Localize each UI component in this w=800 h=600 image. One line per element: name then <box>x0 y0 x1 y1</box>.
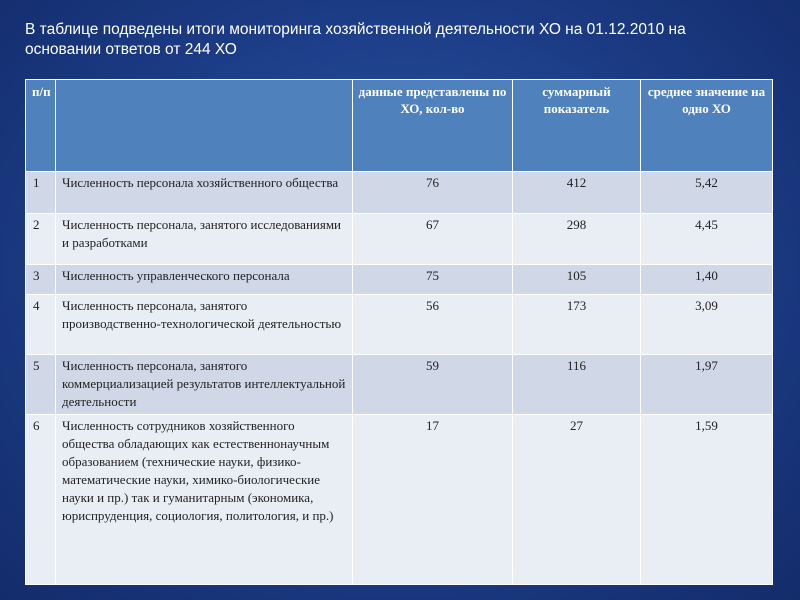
table-row <box>26 214 773 265</box>
cell-avg: 1,97 <box>641 355 773 415</box>
header-avg: среднее значение на одно ХО <box>641 80 773 172</box>
cell-name: Численность персонала, занятого коммерциализацией результатов интеллектуальной деятельности <box>56 355 353 415</box>
cell-name: Численность персонала, занятого производственно-технологической деятельностью <box>56 295 353 355</box>
cell-num: 4 <box>26 295 56 355</box>
cell-avg: 1,40 <box>641 265 773 295</box>
slide-title: В таблице подведены итоги мониторинга хозяйственной деятельности ХО на 01.12.2010 на основании ответов от 244 ХО <box>25 21 686 58</box>
cell-count: 17 <box>353 415 513 585</box>
cell-total: 27 <box>513 415 641 585</box>
table-row <box>26 355 773 415</box>
header-name <box>56 80 353 172</box>
cell-count: 59 <box>353 355 513 415</box>
cell-name: Численность управленческого персонала <box>56 265 353 295</box>
monitoring-table <box>25 79 773 585</box>
cell-name: Численность сотрудников хозяйственного общества обладающих как естественнонаучным образованием (технические науки, физико-математические науки, химико-биологические науки и пр.) так и гуманитарным (экономика, юриспруденция, социология, политология, и пр.) <box>56 415 353 585</box>
cell-total: 412 <box>513 172 641 214</box>
header-count: данные представлены по ХО, кол-во <box>353 80 513 172</box>
cell-total: 173 <box>513 295 641 355</box>
table-row <box>26 295 773 355</box>
table-row <box>26 415 773 585</box>
cell-avg: 1,59 <box>641 415 773 585</box>
header-num: п/п <box>26 80 56 172</box>
cell-total: 105 <box>513 265 641 295</box>
cell-name: Численность персонала, занятого исследованиями и разработками <box>56 214 353 265</box>
cell-avg: 3,09 <box>641 295 773 355</box>
cell-total: 116 <box>513 355 641 415</box>
cell-num: 2 <box>26 214 56 265</box>
cell-num: 5 <box>26 355 56 415</box>
table-header-row <box>26 80 773 172</box>
cell-num: 3 <box>26 265 56 295</box>
cell-count: 76 <box>353 172 513 214</box>
cell-name: Численность персонала хозяйственного общества <box>56 172 353 214</box>
cell-count: 67 <box>353 214 513 265</box>
cell-num: 6 <box>26 415 56 585</box>
cell-count: 56 <box>353 295 513 355</box>
table-row <box>26 265 773 295</box>
cell-count: 75 <box>353 265 513 295</box>
cell-total: 298 <box>513 214 641 265</box>
header-total: суммарный показатель <box>513 80 641 172</box>
cell-avg: 4,45 <box>641 214 773 265</box>
cell-avg: 5,42 <box>641 172 773 214</box>
table-row <box>26 172 773 214</box>
cell-num: 1 <box>26 172 56 214</box>
